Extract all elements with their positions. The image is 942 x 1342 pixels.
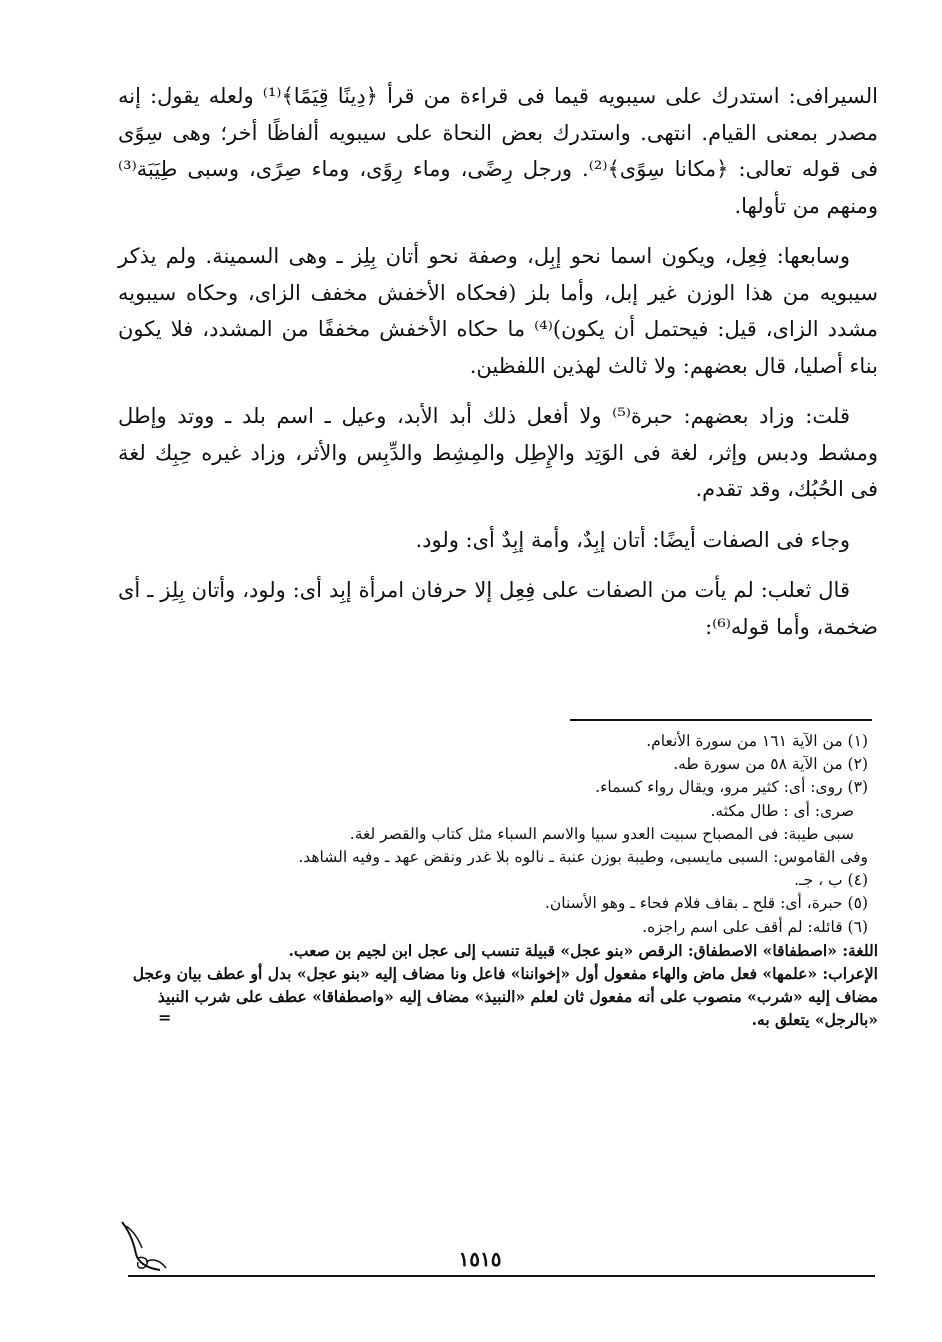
paragraph-2: وسابعها: فِعِل، ويكون اسما نحو إبِل، وصفة نحو أتان بِلِز ـ وهى السمينة. ولم يذكر سيبويه من هذا الوزن غير إبل، وأما بلز (فحكاه الأخفش مخفف الزاى، وحكاه سيبويه مشدد الزاى، قيل: فيحتمل أن يكون)⁽⁴⁾ ما حكاه الأخفش مخففًا من المشدد، فلا يكون بناء أصليا، قال بعضهم: ولا ثالث لهذين اللفظين.	[118, 244, 878, 378]
footnote-3-saby: سبى طيبة: فى المصباح سبيت العدو سبيا والاسم السباء مثل كتاب والقصر لغة.	[349, 824, 854, 843]
paragraph-3: قلت: وزاد بعضهم: حبرة⁽⁵⁾ ولا أفعل ذلك أبد الأبد، وعيل ـ اسم بلد ـ ووتد وإطل ومشط ودبس وإثر، لغة فى الوَتِد والإِطِل والمِشِط والدِّبِس والأثر، وزاد غيره حِبِك لغة فى الحُبُك، وقد تقدم.	[118, 404, 878, 501]
irab-note	[118, 962, 878, 1032]
quill-ornament-icon	[116, 1218, 176, 1276]
footnote-1: (١) من الآية ١٦١ من سورة الأنعام.	[646, 732, 868, 750]
footnote-3-sura: صرى: أى : طال مكثه.	[710, 801, 854, 820]
footnotes	[118, 730, 878, 1032]
main-text	[118, 78, 878, 659]
footnote-3-qamus: وفى القاموس: السبى مايسبى، وطيبة بوزن عنبة ـ نالوه بلا غدر ونقض عهد ـ وفيه الشاهد.	[298, 848, 868, 867]
irab-text: «علمها» فعل ماض والهاء مفعول أول «إخواننا» فاعل ونا مضاف إليه «بنو عجل» بدل أو عطف بيان وعجل مضاف إليه «شرب» منصوب على أنه مفعول ثان لعلم «النبيذ» مضاف إليه «واصطفاقا» عطف على شرب النبيذ «بالرجل» يتعلق به.	[132, 964, 878, 1030]
footnote-3: (٣) روى: أى: كثير مرو، ويقال رواء كسماء.	[595, 778, 868, 797]
paragraph-5: قال ثعلب: لم يأت من الصفات على فِعِل إلا حرفان امرأة إبِد أى: ولود، وأتان بِلِز ـ أى ضخمة، وأما قوله⁽⁶⁾:	[118, 578, 878, 639]
lugha-note	[118, 939, 878, 962]
footnote-4: (٤) ب ، جـ.	[794, 871, 868, 890]
footnote-2: (٢) من الآية ٥٨ من سورة طه.	[673, 755, 868, 774]
paragraph-1: السيرافى: استدرك على سيبويه قيما فى قراءة من قرأ ﴿دِينًا قِيَمًا﴾⁽¹⁾ ولعله يقول: إنه مصدر بمعنى القيام. انتهى. واستدرك بعض النحاة على سيبويه ألفاظًا أخر؛ وهى سِوًى فى قوله تعالى: ﴿مكانا سِوًى﴾⁽²⁾. ورجل رِضًى، وماء رِوًى، وماء صِرًى، وسبى طِيَبَة⁽³⁾ ومنهم من تأولها.	[118, 84, 878, 218]
paragraph-4: وجاء فى الصفات أيضًا: أتان إبِدٌ، وأمة إبِدٌ أى: ولود.	[415, 527, 850, 552]
lugha-label: اللغة:	[842, 940, 878, 960]
footer-rule	[128, 1275, 875, 1277]
continuation-mark: =	[158, 1008, 172, 1028]
lugha-text: «اصطفاقا» الاصطفاق: الرقص «بنو عجل» قبيلة تنسب إلى عجل ابن لجيم بن صعب.	[288, 940, 837, 960]
footnote-5: (٥) حبرة، أى: قلح ـ بقاف فلام فحاء ـ وهو الأسنان.	[544, 894, 868, 913]
irab-label: الإعراب:	[822, 964, 878, 984]
footnote-separator	[570, 719, 872, 721]
footnote-6: (٦) قائله: لم أقف على اسم راجزه.	[642, 917, 868, 936]
page-number: ١٥١٥	[458, 1247, 502, 1271]
